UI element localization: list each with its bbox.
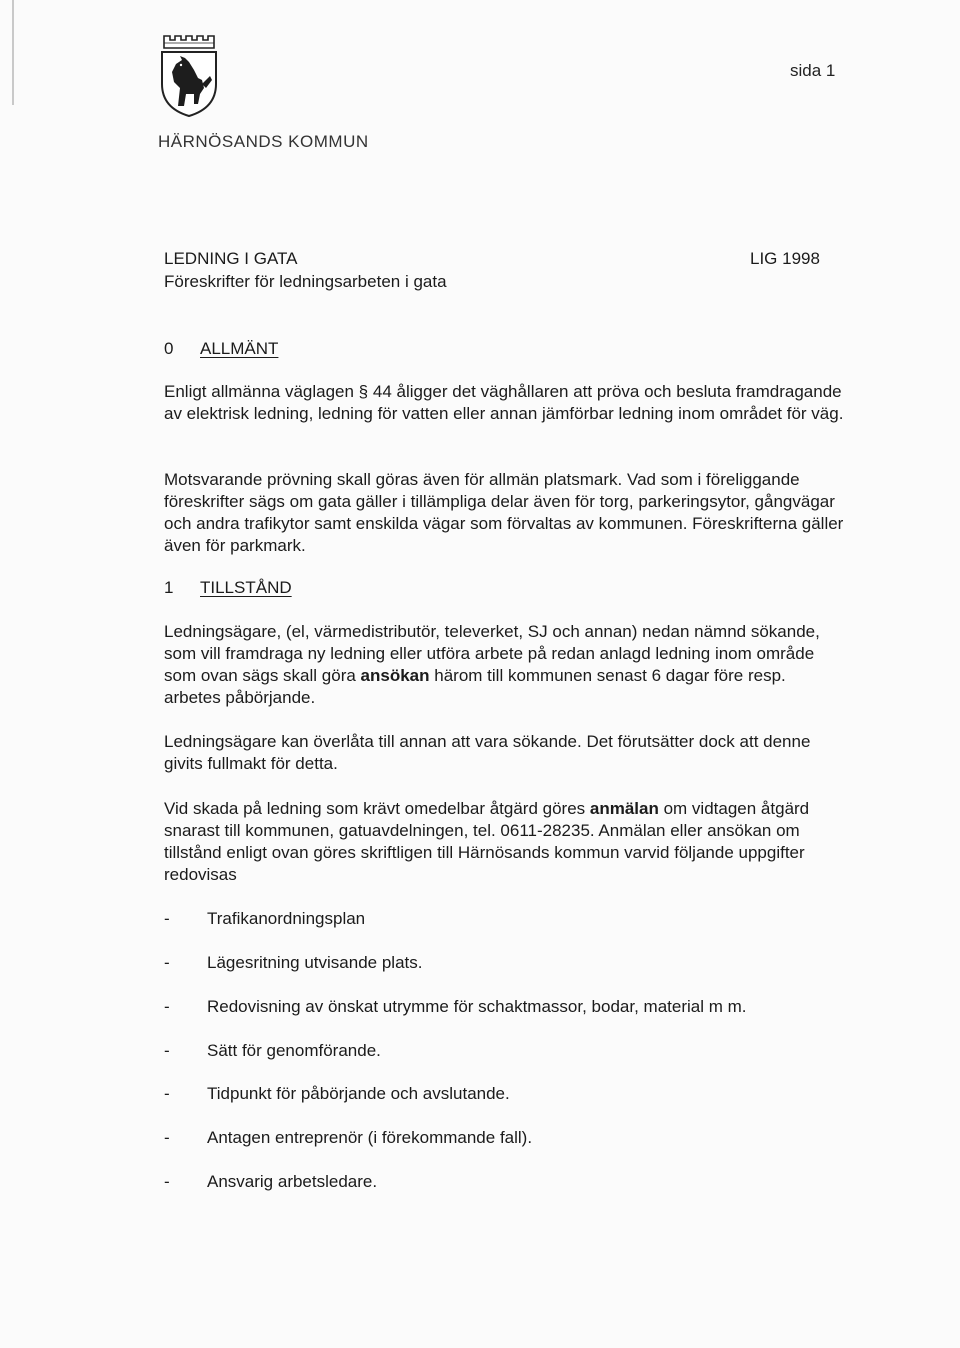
- list-item-text: Tidpunkt för påbörjande och avslutande.: [207, 1084, 510, 1103]
- paragraph-public-space: Motsvarande prövning skall göras även för allmän platsmark. Vad som i föreliggande föreskrifter sägs om gata gäller i tillämpliga delar även för torg, parkeringsytor, gångvägar och andra trafikytor samt enskilda vägar som förvaltas av kommunen. Föreskrifterna gäller även för parkmark.: [164, 470, 844, 555]
- list-item: [164, 1171, 377, 1193]
- list-item-text: Ansvarig arbetsledare.: [207, 1172, 378, 1191]
- document-title: LEDNING I GATA: [164, 249, 298, 268]
- section-heading-general: [164, 339, 278, 359]
- coat-of-arms-logo: [158, 32, 220, 118]
- list-dash: -: [164, 1041, 170, 1060]
- list-item: [164, 1083, 510, 1105]
- text-run: om vidtagen åtgärd snarast till kommunen, gatuavdelningen, tel. 0611-28235. Anmälan eller ansökan om tillstånd enligt ovan göres skriftligen till Härnösands kommun varvid följande uppgifter redovisas: [164, 799, 810, 884]
- section-number: 1: [164, 578, 174, 597]
- list-item: [164, 908, 365, 930]
- list-dash: -: [164, 953, 170, 972]
- text-run: härom till kommunen senast 6 dagar före resp. arbetes påbörjande.: [164, 666, 786, 707]
- list-item-text: Antagen entreprenör (i förekommande fall).: [207, 1128, 533, 1147]
- list-dash: -: [164, 997, 170, 1016]
- document-code: LIG 1998: [750, 249, 820, 268]
- list-item: [164, 1127, 532, 1149]
- paragraph-application: [164, 621, 844, 709]
- list-item: [164, 952, 422, 974]
- bold-term-application: ansökan: [360, 666, 430, 685]
- section-title: ALLMÄNT: [200, 339, 279, 358]
- list-item: [164, 996, 746, 1018]
- list-dash: -: [164, 909, 170, 928]
- list-dash: -: [164, 1084, 170, 1103]
- document-subtitle: Föreskrifter för ledningsarbeten i gata: [164, 272, 447, 291]
- list-dash: -: [164, 1128, 170, 1147]
- paragraph-delegation: Ledningsägare kan överlåta till annan att vara sökande. Det förutsätter dock att denne givits fullmakt för detta.: [164, 732, 811, 773]
- paragraph-damage-report: [164, 798, 844, 886]
- section-number: 0: [164, 339, 174, 358]
- section-heading-permit: [164, 578, 292, 598]
- municipality-name: HÄRNÖSANDS KOMMUN: [158, 132, 369, 151]
- list-item-text: Sätt för genomförande.: [207, 1041, 381, 1060]
- page-number: sida 1: [790, 61, 836, 80]
- text-run: Vid skada på ledning som krävt omedelbar åtgärd göres: [164, 799, 590, 818]
- list-item-text: Lägesritning utvisande plats.: [207, 953, 423, 972]
- scan-edge-mark: [12, 0, 14, 105]
- list-item: [164, 1040, 381, 1062]
- section-title: TILLSTÅND: [200, 578, 292, 597]
- list-item-text: Redovisning av önskat utrymme för schaktmassor, bodar, material m m.: [207, 997, 747, 1016]
- bold-term-report: anmälan: [589, 799, 659, 818]
- text-run: Ledningsägare, (el, värmedistributör, televerket, SJ och annan) nedan nämnd sökande, som vill framdraga ny ledning eller utföra arbete på redan anlagd ledning inom område som ovan sägs skall göra: [164, 622, 820, 685]
- list-item-text: Trafikanordningsplan: [207, 909, 366, 928]
- paragraph-road-law: Enligt allmänna väglagen § 44 åligger det väghållaren att pröva och besluta framdragande av elektrisk ledning, ledning för vatten eller annan jämförbar ledning inom området för väg.: [164, 382, 844, 423]
- list-dash: -: [164, 1172, 170, 1191]
